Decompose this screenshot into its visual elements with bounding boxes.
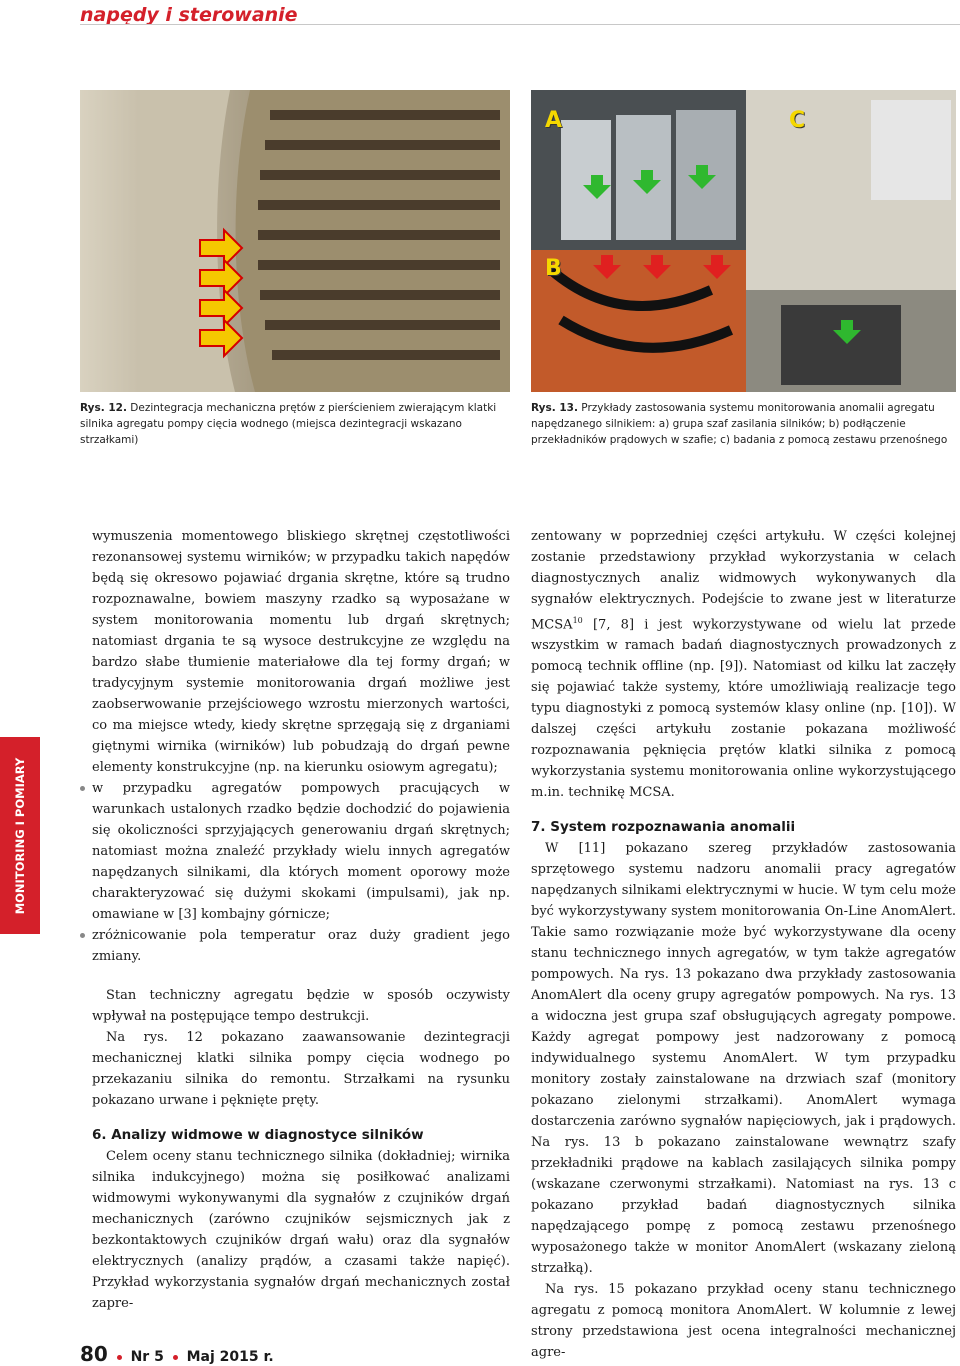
figure-13-photo (531, 90, 956, 392)
figure-13-caption-text: Przykłady zastosowania systemu monitorowania anomalii agregatu napędzanego silnikiem: a) grupa szaf zasilania silników; b) podłączenie przekładników prądowych w szafie; c) badania z pomocą zestawu przenośnego (531, 402, 948, 446)
left-column (92, 526, 510, 1314)
rotor-cage-image (80, 90, 510, 392)
page-footer (80, 1342, 274, 1366)
paragraph: Na rys. 12 pokazano zaawansowanie dezintegracji mechanicznej klatki silnika pompy cięcia wodnego po przekazaniu silnika do remontu. Strzałkami na rysunku pokazano urwane i pęknięte pręty. (92, 1030, 510, 1108)
header-divider (80, 24, 960, 25)
footnote-marker: 10 (572, 616, 583, 625)
paragraph: W [11] pokazano szereg przykładów zastosowania sprzętowego systemu nadzoru anomalii pracy agregatów napędzanych silnikami elektrycznymi w hucie. W tym celu może być wykorzystywany system monitorowania On-Line AnomAlert. Takie samo rozwiązanie może być wykorzystywane dla oceny stanu technicznego innych agregatów, w tym także agregatów pompowych. Na rys. 13 pokazano dwa przykłady zastosowania AnomAlert dla oceny grupy agregatów pompowych. Na rys. 13 a widoczna jest grupa szaf obsługujących agregaty pompowe. Każdy agregat pompowy jest nadzorowany z pomocą indywidualnego systemu AnomAlert. W tym przypadku monitory zostały zainstalowane na drzwiach szaf (monitory pokazano zielonymi strzałkami). AnomAlert wymaga dostarczenia zarówno sygnałów napięciowych, jak i prądowych. Na rys. 13 b pokazano zainstalowane wewnątrz szafy przekładniki prądowe na kablach zasilających silnika pompy (wskazane czerwonymi strzałkami). Natomiast na rys. 13 c pokazano przykład badań diagnostycznych silnika napędzającego pompę z pomocą zestawu przenośnego wyposażonego także w monitor AnomAlert (wskazany zieloną strzałką). (531, 841, 956, 1277)
separator-dot-icon (117, 1355, 122, 1360)
photo-label-c: C (789, 108, 806, 133)
switchgear-collage-image (531, 90, 956, 392)
paragraph: wymuszenia momentowego bliskiego skrętnej częstotliwości rezonansowej systemu wirników; w przypadku takich napędów będą się okresowo pojawiać drgania skrętne, które są trudno rozpoznawalne, bowiem maszyny rzadko są wyposażane w system monitorowania momentu lub drgań skrętnych; natomiast drgania te są wysoce destrukcyjne ze względu na bardzo słabe tłumienie materiałowe dla tej formy drgań; w tradycyjnym systemie monitorowania drgań możliwe jest zaobserwowanie przejściowego wzrostu mierzonych wartości, co ma miejsce wtedy, kiedy skrętne sprzęgają się z drganiami giętnymi wirnika (wirników) lub pobudzają do drgań pewne elementy konstrukcyjne (np. na kierunku osiowym agregatu); (92, 529, 510, 775)
issue-number: Nr 5 (130, 1349, 164, 1365)
figure-12-caption-number: Rys. 12. (80, 402, 127, 414)
section-heading-7: 7. System rozpoznawania anomalii (531, 819, 796, 836)
sidebar-label: MONITORING I POMIARY (13, 757, 27, 914)
photo-label-a: A (545, 108, 563, 133)
page-number: 80 (80, 1342, 108, 1366)
figure-12-caption (80, 400, 510, 448)
bullet-item: w przypadku agregatów pompowych pracujących w warunkach ustalonych rzadko będzie dochodzić do pojawienia się okoliczności sprzyjających generowaniu drgań skrętnych; natomiast można znaleźć przykłady wielu innych agregatów napędzanych silnikami, dla których moment oporowy może charakteryzować się dużymi skokami (impulsami), jak np. omawiane w [3] kombajny górnicze; (92, 778, 510, 925)
section-heading-6: 6. Analizy widmowe w diagnostyce silników (92, 1127, 424, 1143)
paragraph (531, 526, 956, 803)
figure-13-caption-number: Rys. 13. (531, 402, 578, 414)
right-column (531, 526, 956, 1363)
paragraph: Celem oceny stanu technicznego silnika (dokładniej; wirnika silnika indukcyjnego) można się posiłkować analizami widmowymi wykonywanymi dla sygnałów z czujników drgań mechanicznych (zarówno czujników sejsmicznych jak z bezkontaktowych czujników drgań wału) oraz dla sygnałów elektrycznych (analizy prądów, a czasami także napięć). Przykład wykorzystania sygnałów drgań mechanicznych został zapre- (92, 1149, 510, 1311)
paragraph: Na rys. 15 pokazano przykład oceny stanu technicznego agregatu z pomocą monitora AnomAlert. W kolumnie z lewej strony przedstawiona jest ocena integralności mechanicznej agre- (531, 1282, 956, 1361)
issue-date: Maj 2015 r. (186, 1349, 274, 1365)
photo-label-b: B (545, 256, 562, 281)
section-sidebar-tab (0, 737, 40, 934)
figure-12-photo (80, 90, 510, 392)
paragraph-text: zentowany w poprzedniej części artykułu. W części kolejnej zostanie przedstawiony przykład wykorzystania w celach diagnostycznych analiz widmowych wykonywanych dla sygnałów elektrycznych. Podejście to zwane jest w literaturze MCSA (531, 529, 956, 633)
paragraph: Stan techniczny agregatu będzie w sposób oczywisty wpływał na postępujące tempo destrukcji. (92, 988, 510, 1024)
bullet-item: zróżnicowanie pola temperatur oraz duży gradient jego zmiany. (92, 925, 510, 967)
paragraph-text: [7, 8] i jest wykorzystywane od wielu lat przede wszystkim w ramach badań diagnostycznych prowadzonych z pomocą technik offline (np. [9]). Natomiast od kilku lat zaczęły się pojawiać także systemy, które umożliwiają realizacje tego typu diagnostyki z pomocą systemów klasy online (np. [10]). W dalszej części artykułu zostanie pokazana możliwość rozpoznawania pęknięcia prętów klatki silnika z pomocą wykorzystania systemu monitorowania online wykorzystującego m.in. technikę MCSA. (531, 617, 956, 801)
separator-dot-icon (173, 1355, 178, 1360)
figure-13-caption (531, 400, 956, 448)
section-title: napędy i sterowanie (80, 4, 298, 26)
figure-12-caption-text: Dezintegracja mechaniczna prętów z pierścieniem zwierającym klatki silnika agregatu pompy cięcia wodnego (miejsca dezintegracji wskazano strzałkami) (80, 402, 497, 446)
